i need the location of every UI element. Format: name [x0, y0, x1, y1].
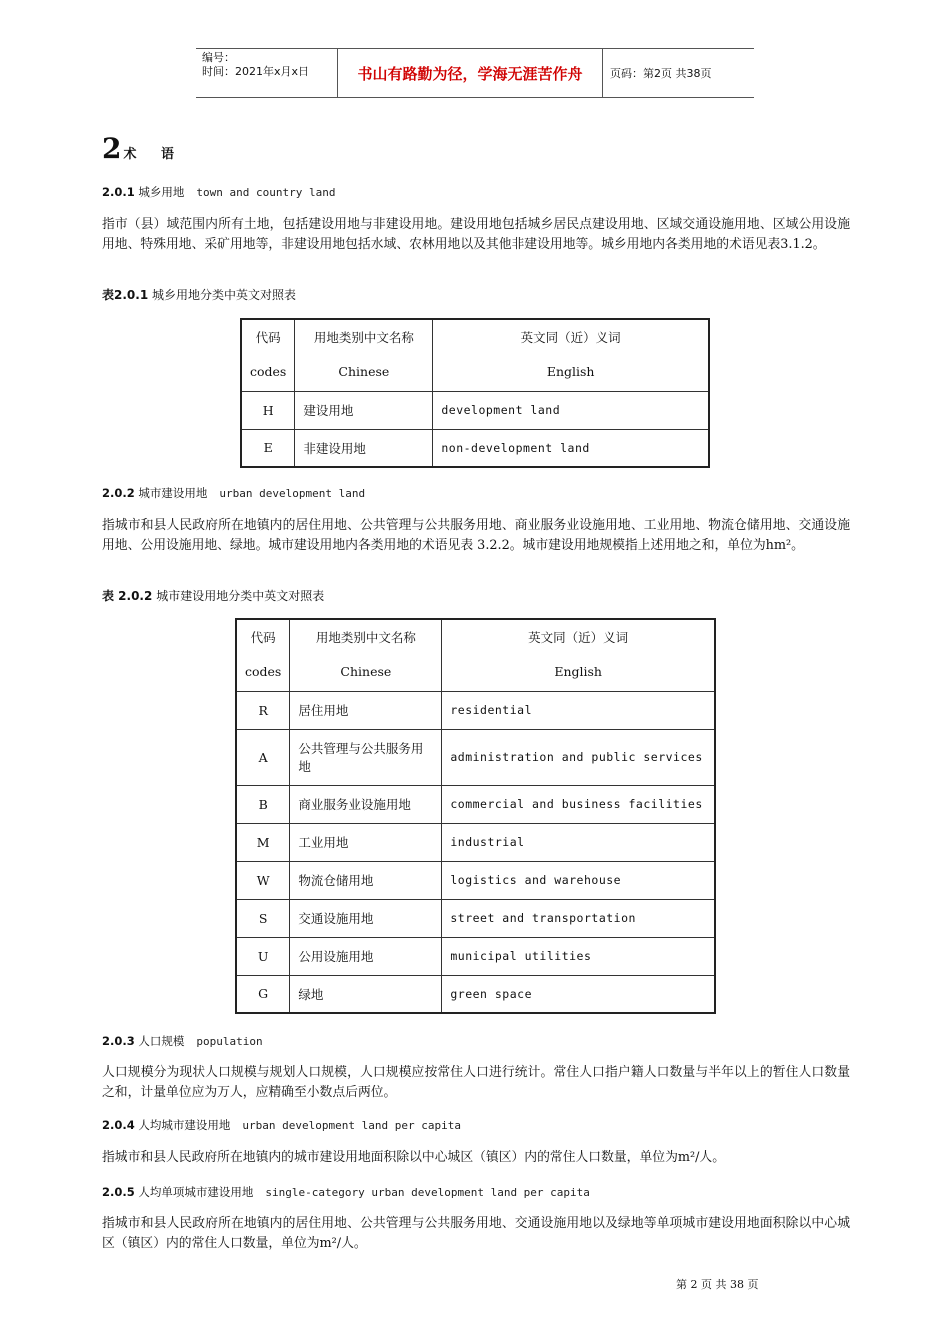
term-heading: 2.0.1 城乡用地 town and country land — [102, 185, 336, 199]
land-classification-table — [240, 318, 710, 468]
term-heading: 2.0.3 人口规模 population — [102, 1034, 263, 1048]
chapter-heading — [102, 132, 184, 165]
table-row: H 建设用地 development land — [241, 391, 709, 429]
table-header-row: 代码 codes 用地类别中文名称 Chinese 英文同（近）义词 English — [236, 619, 715, 691]
table-row: G 绿地 green space — [236, 975, 715, 1013]
table-row: A 公共管理与公共服务用地 administration and public services — [236, 729, 715, 785]
table-row: E 非建设用地 non-development land — [241, 429, 709, 467]
table-row: S 交通设施用地 street and transportation — [236, 899, 715, 937]
header-motto: 书山有路勤为径，学海无涯苦作舟 — [338, 49, 603, 97]
term-description: 指城市和县人民政府所在地镇内的居住用地、公共管理与公共服务用地、交通设施用地以及绿地等单项城市建设用地面积除以中心城区（镇区）内的常住人口数量，单位为m²/人。 — [102, 1216, 850, 1251]
number-label: 编号： — [202, 51, 235, 64]
term-description: 指城市和县人民政府所在地镇内的居住用地、公共管理与公共服务用地、商业服务业设施用地、工业用地、物流仓储用地、交通设施用地、公用设施用地、绿地。城市建设用地内各类用地的术语见表 3.2.2。城市建设用地规模指上述用地之和，单位为hm²。 — [102, 518, 850, 553]
chapter-number: 2 — [102, 132, 122, 165]
term-heading: 2.0.2 城市建设用地 urban development land — [102, 486, 366, 500]
table-caption: 表2.0.1 城乡用地分类中英文对照表 — [102, 288, 297, 302]
table-row: M 工业用地 industrial — [236, 823, 715, 861]
table-row: R 居住用地 residential — [236, 691, 715, 729]
header-meta — [196, 49, 338, 97]
table-caption: 表 2.0.2 城市建设用地分类中英文对照表 — [102, 589, 325, 603]
term-description: 指市（县）域范围内所有土地，包括建设用地与非建设用地。建设用地包括城乡居民点建设用地、区域交通设施用地、区域公用设施用地、特殊用地、采矿用地等，非建设用地包括水域、农林用地以及其他非建设用地等。城乡用地内各类用地的术语见表3.1.2。 — [102, 217, 850, 252]
table-header-row: 代码 codes 用地类别中文名称 Chinese 英文同（近）义词 English — [241, 319, 709, 391]
table-row: U 公用设施用地 municipal utilities — [236, 937, 715, 975]
table-row: B 商业服务业设施用地 commercial and business facilities — [236, 785, 715, 823]
page-header — [196, 48, 754, 98]
term-heading: 2.0.4 人均城市建设用地 urban development land per capita — [102, 1118, 461, 1132]
urban-land-classification-table — [235, 618, 716, 1014]
chapter-title: 术 语 — [123, 147, 185, 162]
time-label: 时间：2021年x月x日 — [202, 65, 310, 78]
term-description: 指城市和县人民政府所在地镇内的城市建设用地面积除以中心城区（镇区）内的常住人口数量，单位为m²/人。 — [102, 1150, 726, 1165]
term-heading: 2.0.5 人均单项城市建设用地 single-category urban development land per capita — [102, 1185, 590, 1199]
term-description: 人口规模分为现状人口规模与规划人口规模，人口规模应按常住人口进行统计。常住人口指户籍人口数量与半年以上的暂住人口数量之和，计量单位应为万人，应精确至小数点后两位。 — [102, 1065, 850, 1100]
header-page-label: 页码：第2页 共38页 — [610, 67, 712, 80]
table-row: W 物流仓储用地 logistics and warehouse — [236, 861, 715, 899]
page-footer: 第 2 页 共 38 页 — [676, 1278, 759, 1291]
